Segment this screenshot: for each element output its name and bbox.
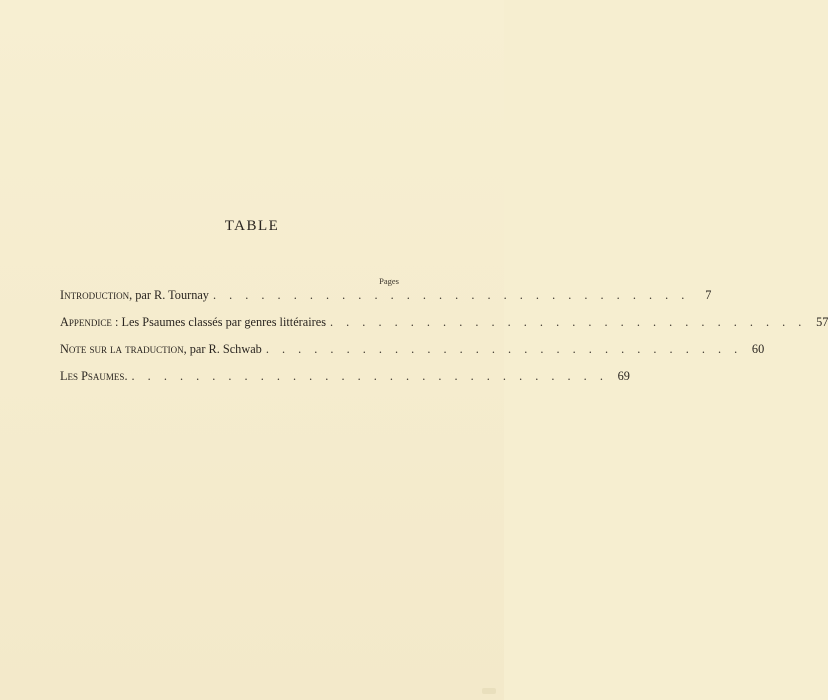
toc-entry-title — [60, 288, 209, 303]
toc-entry-rest: . — [124, 369, 128, 383]
toc-entry-rest: : Les Psaumes classés par genres littéraires — [111, 315, 326, 329]
toc-entry-appendice — [60, 315, 828, 331]
page-corner-mark — [482, 688, 496, 694]
leader-dots: . . . . . . . . . . . . . . . . . . . . . . . . . . . . . . — [212, 288, 690, 302]
toc-entry-rest: , par R. Tournay — [129, 288, 209, 302]
toc-entry-lead: Note sur la traduction — [60, 342, 184, 356]
pages-column-label: Pages — [379, 276, 399, 286]
toc-entry-introduction — [60, 288, 712, 304]
leader-dots: . . . . . . . . . . . . . . . . . . . . . . . . . . . . . . — [131, 369, 608, 383]
toc-entry-title — [60, 342, 262, 357]
toc-entry-lead: Appendice — [60, 315, 112, 329]
leader-dots: . . . . . . . . . . . . . . . . . . . . . . . . . . . . . . — [265, 342, 743, 356]
toc-entry-title — [60, 369, 128, 384]
toc-entry-page: 69 — [617, 369, 630, 383]
toc-entry-page: 7 — [705, 288, 712, 302]
toc-entry-note — [60, 342, 765, 358]
toc-entry-rest: , par R. Schwab — [183, 342, 262, 356]
toc-entry-title — [60, 315, 326, 330]
page-title: TABLE — [224, 218, 280, 234]
toc-entry-page: 57 — [816, 315, 828, 329]
toc-entry-lead: Les Psaumes — [60, 369, 125, 383]
toc-entry-lead: Introduction — [60, 288, 130, 302]
leader-dots: . . . . . . . . . . . . . . . . . . . . . . . . . . . . . . — [330, 315, 807, 329]
toc-entry-page: 60 — [751, 342, 765, 356]
toc-entry-psaumes — [60, 369, 630, 385]
